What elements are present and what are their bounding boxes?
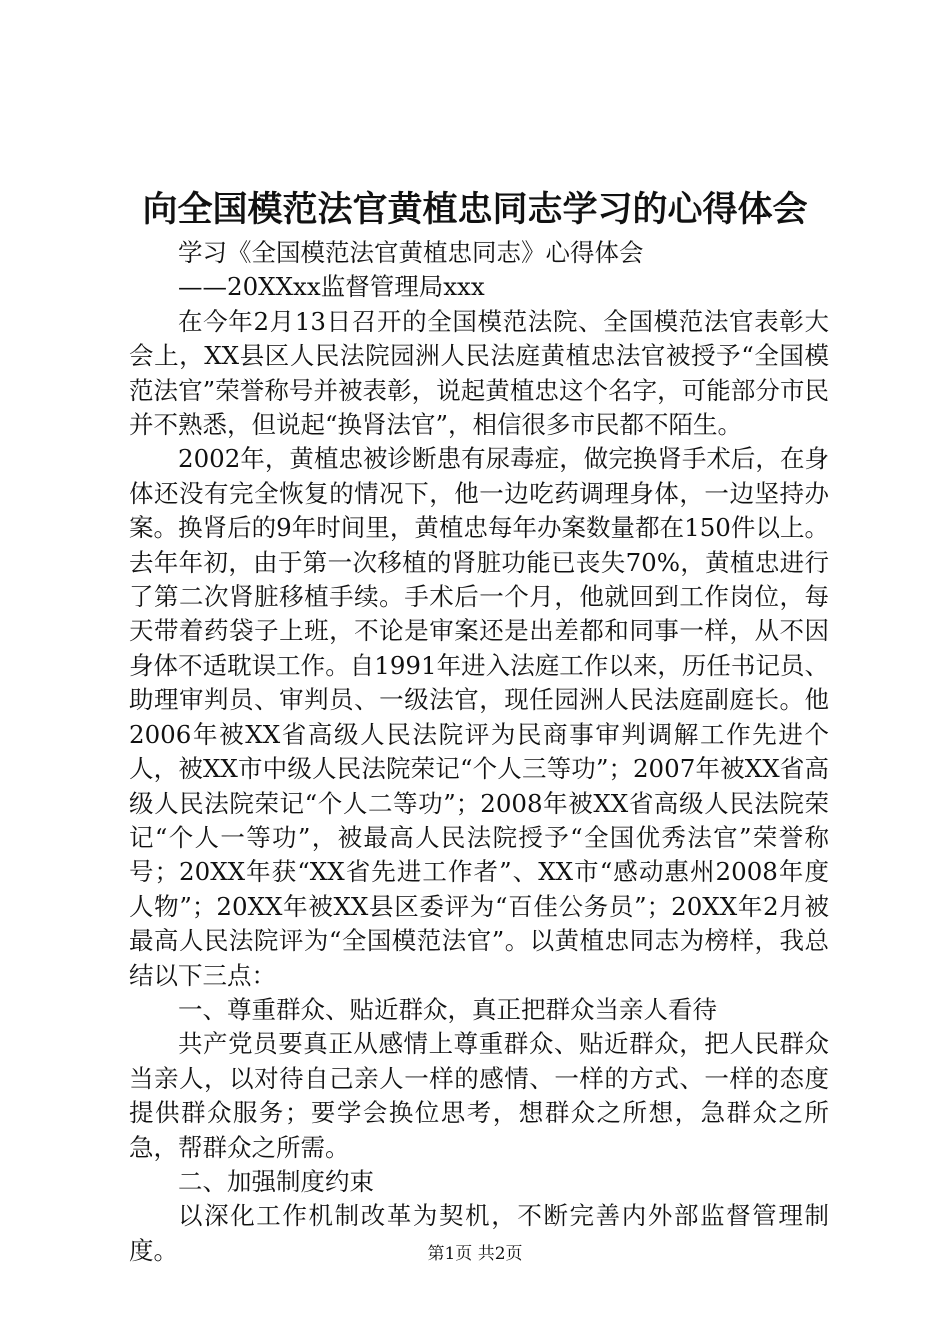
byline: ——20XXxx监督管理局xxx	[178, 272, 485, 302]
paragraph-section-2: 以深化工作机制改革为契机，不断完善内外部监督管理制度。	[129, 1201, 829, 1265]
document-body	[129, 236, 829, 1268]
paragraph-section-1: 共产党员要真正从感情上尊重群众、贴近群众，把人民群众当亲人，以对待自己亲人一样的感情、一样的方式、一样的态度提供群众服务；要学会换位思考，想群众之所想，急群众之所急，帮群众之所需。	[129, 1029, 829, 1162]
paragraph-biography: 2002年，黄植忠被诊断患有尿毒症，做完换肾手术后，在身体还没有完全恢复的情况下，他一边吃药调理身体，一边坚持办案。换肾后的9年时间里，黄植忠每年办案数量都在150件以上。去年年初，由于第一次移植的肾脏功能已丧失70%，黄植忠进行了第二次肾脏移植手续。手术后一个月，他就回到工作岗位，每天带着药袋子上班，不论是审案还是出差都和同事一样，从不因身体不适耽误工作。自1991年进入法庭工作以来，历任书记员、助理审判员、审判员、一级法官，现任园洲人民法庭副庭长。他2006年被XX省高级人民法院评为民商事审判调解工作先进个人，被XX市中级人民法院荣记“个人三等功”；2007年被XX省高级人民法院荣记“个人二等功”；2008年被XX省高级人民法院荣记“个人一等功”，被最高人民法院授予“全国优秀法官”荣誉称号；20XX年获“XX省先进工作者”、XX市“感动惠州2008年度人物”；20XX年被XX县区委评为“百佳公务员”；20XX年2月被最高人民法院评为“全国模范法官”。以黄植忠同志为榜样，我总结以下三点：	[129, 444, 829, 990]
paragraph-intro: 在今年2月13日召开的全国模范法院、全国模范法官表彰大会上，XX县区人民法院园洲人民法庭黄植忠法官被授予“全国模范法官”荣誉称号并被表彰，说起黄植忠这个名字，可能部分市民并不熟悉，但说起“换肾法官”，相信很多市民都不陌生。	[129, 306, 829, 440]
page-number: 第1页 共2页	[427, 1244, 523, 1264]
section-heading-2: 二、加强制度约束	[178, 1166, 374, 1196]
subtitle-line: 学习《全国模范法官黄植忠同志》心得体会	[178, 238, 644, 267]
document-title: 向全国模范法官黄植忠同志学习的心得体会	[142, 189, 808, 230]
section-heading-1: 一、尊重群众、贴近群众，真正把群众当亲人看待	[178, 994, 717, 1024]
